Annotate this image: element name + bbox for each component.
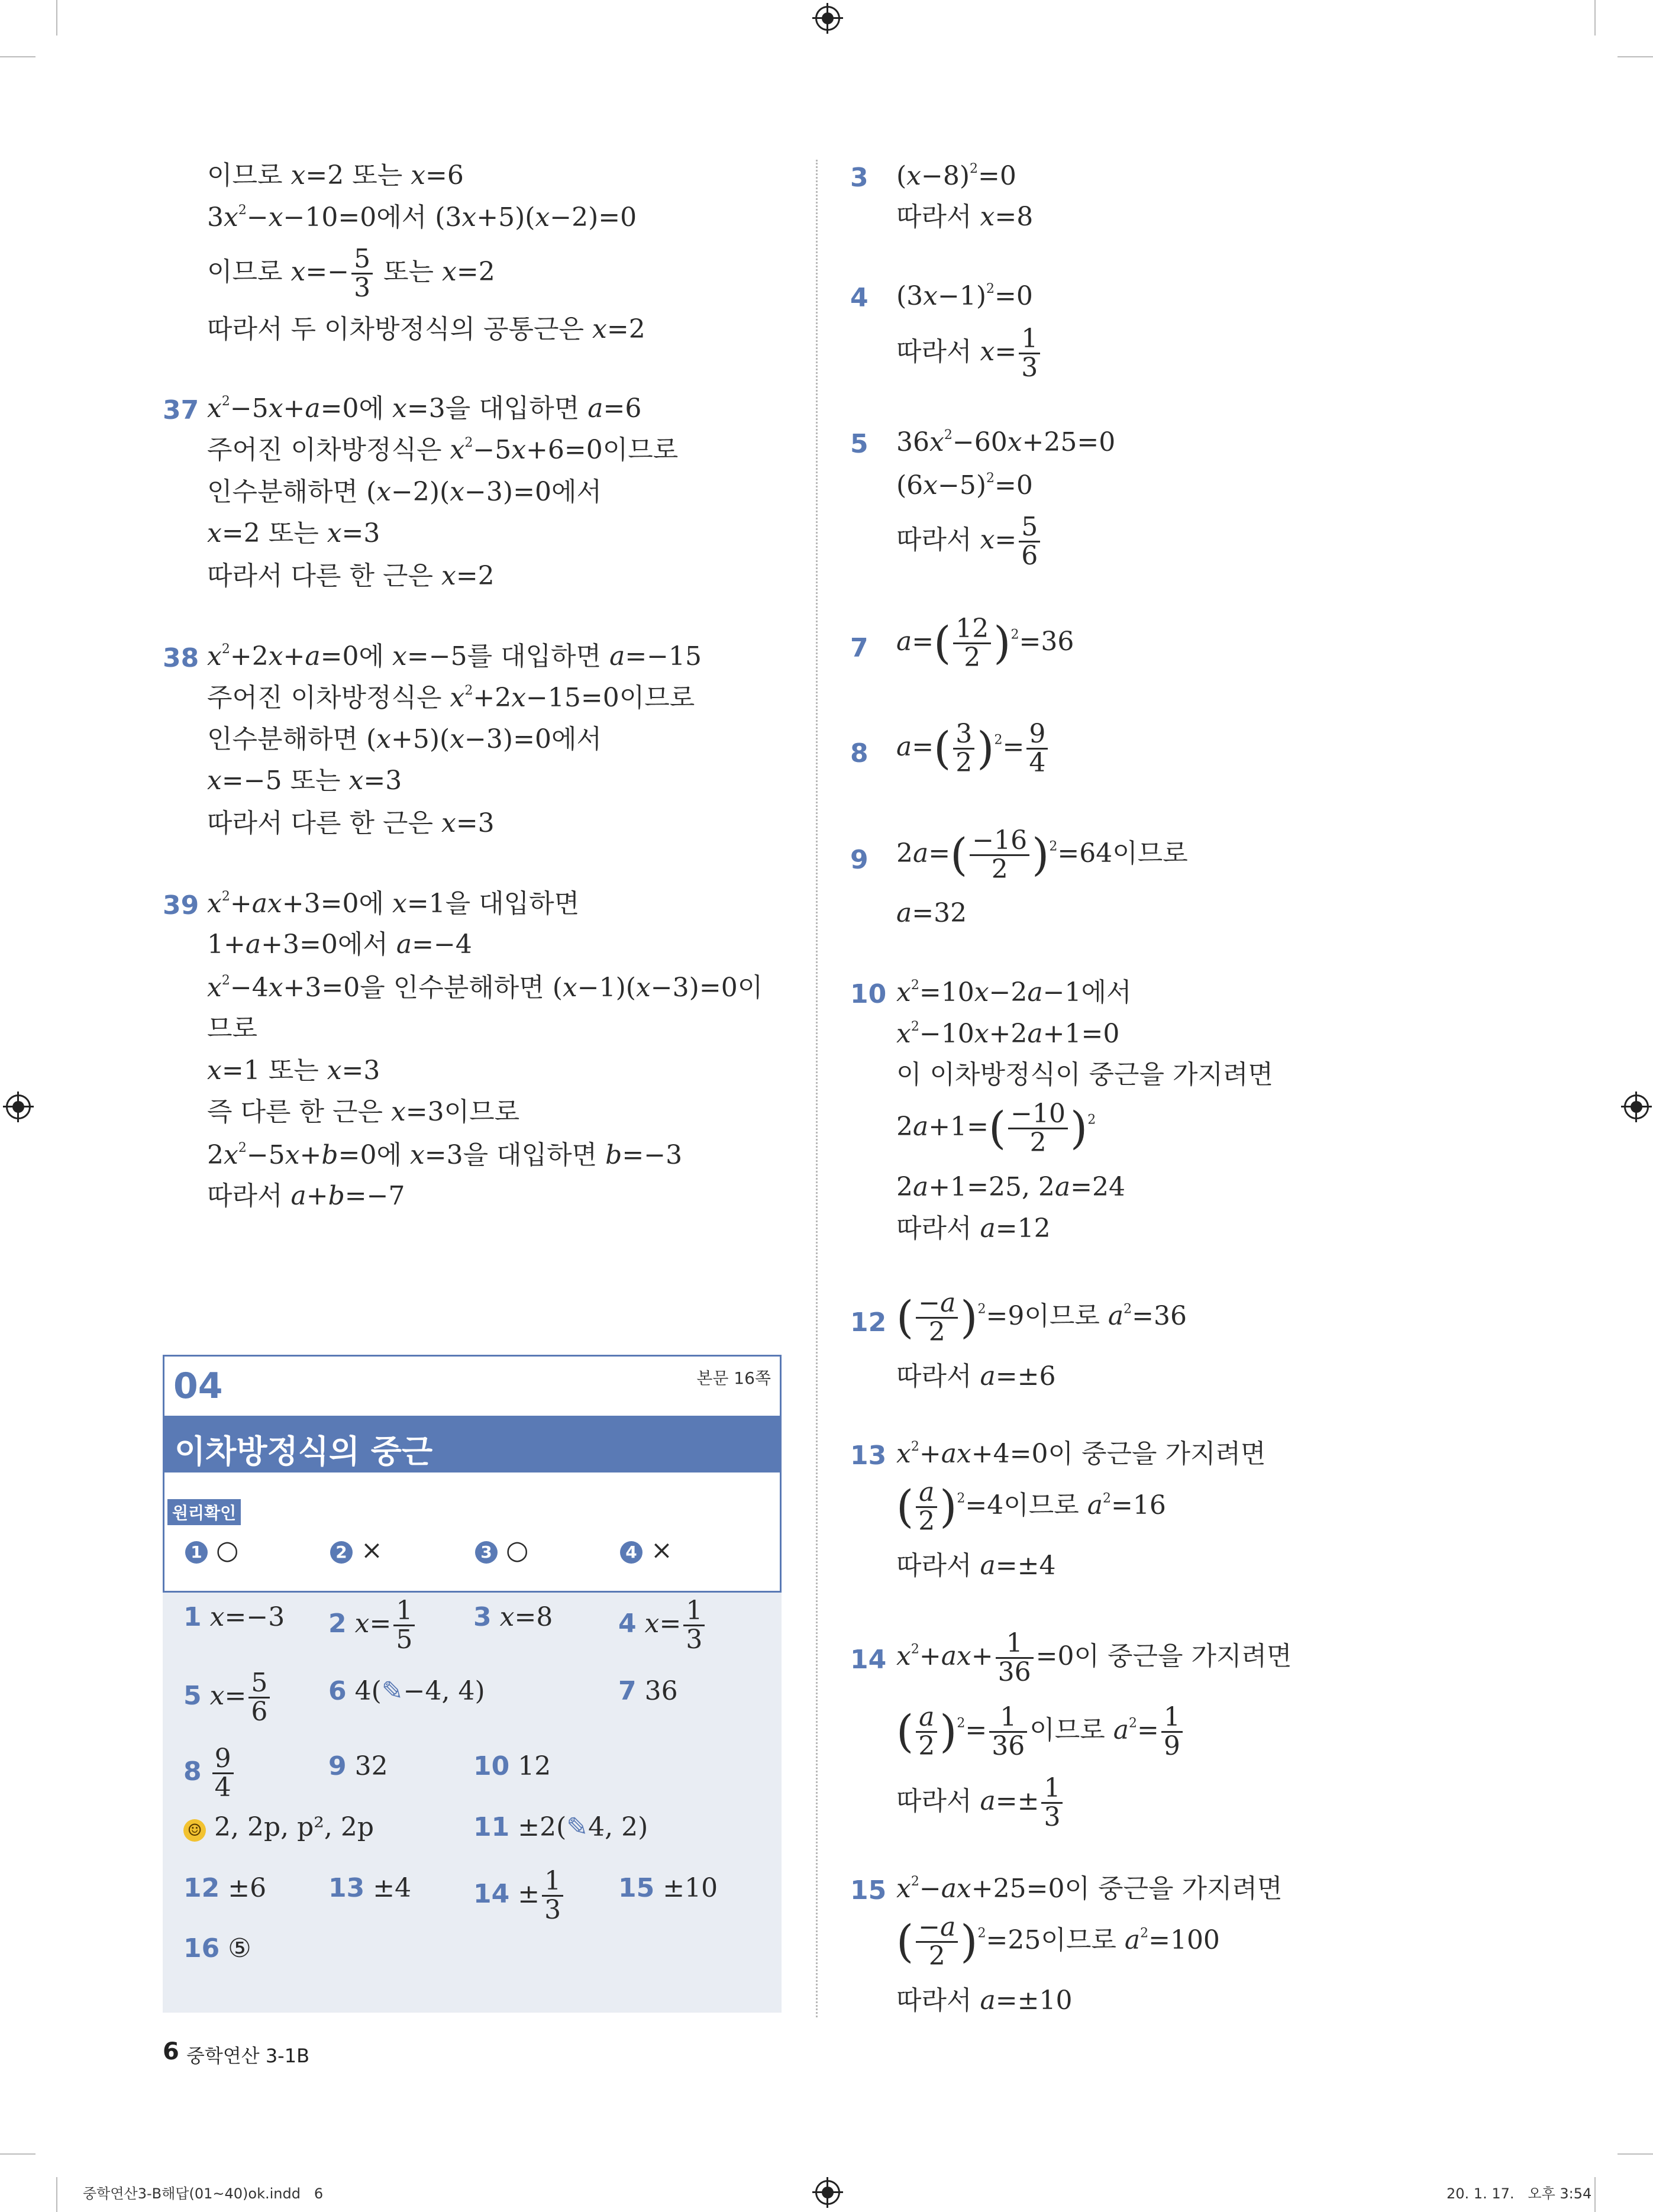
principle-check-tag: 원리확인 [167,1499,241,1525]
answer-item: 12 ±6 [183,1873,267,1903]
solution-line: $x^2-4x+3=0$을 인수분해하면 (x−1)(x−3)=0이 [207,972,763,1003]
problem-number: 14 [850,1645,887,1675]
problem-number: 13 [850,1441,887,1471]
solution-line: $(3x-1)^2=0$ [896,280,1033,311]
problem-number: 38 [163,643,199,673]
solution-line: a=( $\frac{12}{2}$ )$^2$=36 [896,613,1074,673]
solution-line: 따라서 a=±10 [896,1985,1073,2016]
registration-mark-icon [815,6,840,31]
section-page-ref: 본문 16쪽 [696,1368,771,1388]
solution-line: $(x-8)^2=0$ [896,160,1016,191]
section-header [163,1355,782,1416]
solution-line: 즉 다른 한 근은 x=3이므로 [207,1097,520,1127]
solution-line: $3x^2-x-10=0$에서 (3x+5)(x−2)=0 [207,202,637,232]
solution-line: 1+a+3=0에서 a=−4 [207,929,472,960]
crop-mark [1594,2177,1596,2212]
problem-number: 9 [850,845,869,875]
solution-line: 이므로 x=2 또는 x=6 [207,160,464,190]
solution-line: ( $\frac{-a}{2}$ )$^2$=25이므로 $a^2=100$ [896,1912,1220,1972]
solution-line: $x^2-5x+a=0$에 x=3을 대입하면 a=6 [207,393,642,424]
solution-line: $x^2+ax+4=0$이 중근을 가지려면 [896,1438,1266,1469]
solution-line: $x^2+ax+3=0$에 x=1을 대입하면 [207,888,580,919]
answer-item: 16 ⑤ [183,1933,251,1964]
solution-line: 따라서 a+b=−7 [207,1181,405,1211]
answer-item: 11 ±2(✎4, 2) [473,1812,648,1842]
solution-line: x=−5 또는 x=3 [207,766,402,796]
section-title-banner [163,1416,782,1472]
answer-item: 3 x=8 [473,1602,553,1632]
pencil-icon: ✎ [566,1812,589,1842]
solution-line: 따라서 a=±6 [896,1361,1056,1391]
principle-check [163,1472,782,1593]
smiley-icon: ☺ [183,1819,206,1842]
crop-mark [56,2177,57,2212]
solution-line: $x^2-ax+25=0$이 중근을 가지려면 [896,1873,1283,1904]
solution-line: x=2 또는 x=3 [207,518,380,548]
solution-line: 므로 [207,1013,258,1044]
answer-item: 6 4(✎−4, 4) [328,1676,485,1706]
answer-item: 4 x= $\frac{1}{3}$ [618,1597,707,1654]
timestamp: 20. 1. 17. 오후 3:54 [1447,2185,1592,2202]
solution-line: $x^2-10x+2a+1=0$ [896,1018,1120,1049]
solution-line: x=1 또는 x=3 [207,1055,380,1086]
solution-line: $x^2+2x+a=0$에 x=−5를 대입하면 a=−15 [207,641,702,671]
solution-line: 2a=( $\frac{-16}{2}$ )$^2$=64이므로 [896,825,1188,885]
answer-key [163,1593,782,2013]
solution-line: a=( $\frac{3}{2}$ )$^2$= $\frac{9}{4}$ [896,721,1050,777]
check-item: 2 × [330,1538,383,1564]
solution-line: $(6x-5)^2=0$ [896,470,1033,500]
check-item: 1 ○ [185,1538,238,1564]
problem-number: 39 [163,890,199,921]
check-item: 4 × [620,1538,673,1564]
solution-line: 2a+1=25, 2a=24 [896,1172,1126,1202]
solution-line: 따라서 x=8 [896,202,1034,232]
answer-item: 7 36 [618,1676,678,1706]
crop-mark [56,0,57,35]
solution-line: $36x^2-60x+25=0$ [896,427,1116,457]
solution-line: $x^2+ax+$ $\frac{1}{36}$ =0이 중근을 가지려면 [896,1628,1292,1688]
answer-item: 9 32 [328,1751,388,1781]
problem-number: 8 [850,738,869,768]
problem-number: 5 [850,429,869,459]
crop-mark [1618,56,1653,57]
pencil-icon: ✎ [381,1676,403,1706]
problem-number: 7 [850,633,869,663]
solution-line: 인수분해하면 (x+5)(x−3)=0에서 [207,724,602,754]
section-number: 04 [173,1365,223,1407]
problem-number: 3 [850,163,869,193]
problem-number: 15 [850,1875,887,1906]
crop-mark [0,2153,35,2155]
solution-line: $x^2=10x-2a-1$에서 [896,977,1132,1007]
registration-mark-icon [1624,1094,1649,1119]
check-item: 3 ○ [475,1538,528,1564]
answer-item: 14 ± $\frac{1}{3}$ [473,1868,566,1924]
crop-mark [1594,0,1596,35]
answer-item: 1 x=−3 [183,1602,285,1632]
answer-item: 13 ±4 [328,1873,412,1903]
problem-number: 10 [850,979,887,1009]
answer-item: ☺ 2, 2p, p², 2p [183,1814,374,1842]
solution-line: 따라서 x= $\frac{1}{3}$ [896,325,1042,382]
solution-line: a=32 [896,898,967,928]
problem-number: 4 [850,283,869,313]
solution-line: ( $\frac{-a}{2}$ )$^2$=9이므로 $a^2=36$ [896,1288,1187,1348]
registration-mark-icon [815,2180,840,2205]
solution-line: 따라서 a=± $\frac{1}{3}$ [896,1775,1065,1831]
solution-line: 이므로 x=− $\frac{5}{3}$ 또는 x=2 [207,244,495,303]
solution-line: ( $\frac{a}{2}$ )$^2$=4이므로 $a^2=16$ [896,1477,1166,1537]
problem-number: 12 [850,1307,887,1338]
file-name: 중학연산3-B해답(01~40)ok.indd 6 [83,2185,324,2202]
solution-line: $2x^2-5x+b=0$에 x=3을 대입하면 b=−3 [207,1139,683,1170]
solution-line: 따라서 a=12 [896,1213,1051,1244]
solution-line: 인수분해하면 (x−2)(x−3)=0에서 [207,477,602,507]
answer-item: 8 $\frac{9}{4}$ [183,1745,236,1801]
solution-line: 따라서 다른 한 근은 x=2 [207,561,495,591]
solution-line: 따라서 x= $\frac{5}{6}$ [896,514,1042,570]
solution-line: 따라서 다른 한 근은 x=3 [207,808,495,838]
crop-mark [1618,2153,1653,2155]
solution-line: 2a+1=( $\frac{-10}{2}$ )$^2$ [896,1099,1096,1158]
solution-line: 이 이차방정식이 중근을 가지려면 [896,1060,1274,1090]
column-divider [816,160,818,2017]
section-title: 이차방정식의 중근 [175,1433,433,1470]
answer-item: 10 12 [473,1751,551,1781]
answer-item: 5 x= $\frac{5}{6}$ [183,1670,272,1726]
solution-line: 따라서 두 이차방정식의 공통근은 x=2 [207,314,645,344]
solution-line: 주어진 이차방정식은 $x^2+2x-15=0$이므로 [207,682,695,713]
answer-item: 2 x= $\frac{1}{5}$ [328,1597,417,1654]
page-number: 6 [163,2038,179,2065]
crop-mark [0,56,35,57]
solution-line: 주어진 이차방정식은 $x^2-5x+6=0$이므로 [207,434,679,465]
book-title: 중학연산 3-1B [186,2045,310,2067]
solution-line: ( $\frac{a}{2}$ )$^2$= $\frac{1}{36}$ 이므로 $a^2=$ $\frac{1}{9}$ [896,1704,1185,1760]
problem-number: 37 [163,395,199,425]
solution-line: 따라서 a=±4 [896,1551,1056,1581]
registration-mark-icon [6,1094,31,1119]
answer-item: 15 ±10 [618,1873,718,1903]
